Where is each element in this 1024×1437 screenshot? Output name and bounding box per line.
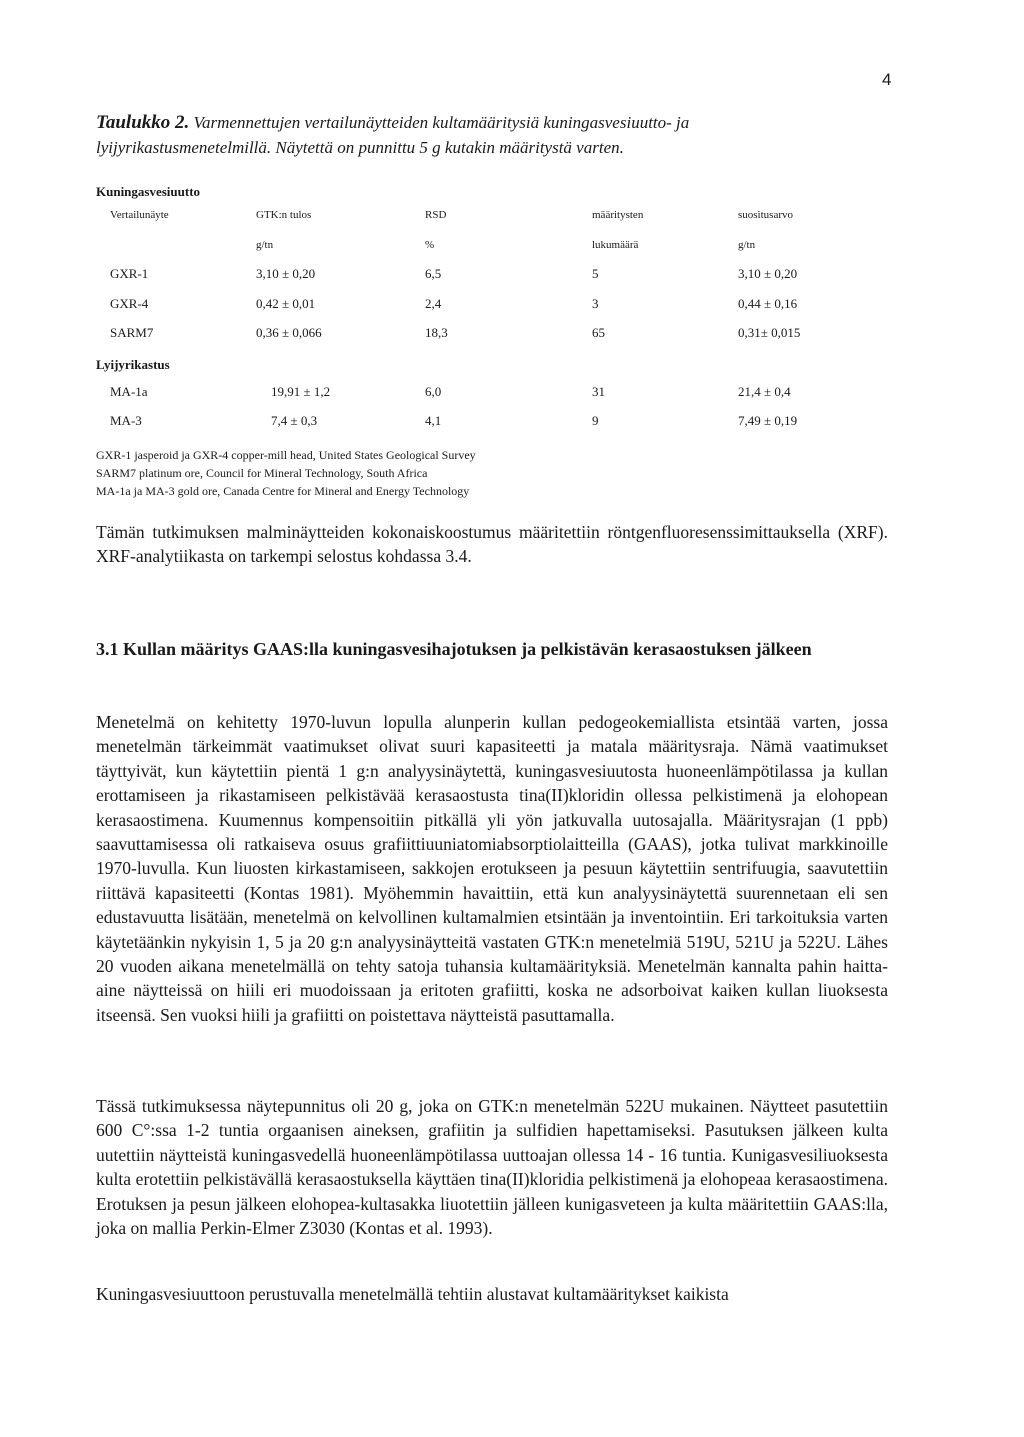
header-result: GTK:n tulos: [256, 209, 312, 221]
table-note: SARM7 platinum ore, Council for Mineral Technology, South Africa: [96, 466, 428, 480]
paragraph-intro-text: Tämän tutkimuksen malminäytteiden kokonaiskoostumus määritettiin röntgenfluoresenssimittauksella (XRF). XRF-analytiikasta on tarkempi selostus kohdassa 3.4.: [96, 522, 888, 567]
unit-recommended: g/tn: [738, 239, 756, 251]
row-result: 19,91 ± 1,2: [271, 384, 331, 399]
section-kuningasvesiuutto: Kuningasvesiuutto: [96, 184, 201, 199]
row-recommended: 7,49 ± 0,19: [738, 413, 798, 428]
unit-result: g/tn: [256, 239, 274, 251]
row-sample: GXR-1: [110, 266, 149, 281]
row-result: 0,42 ± 0,01: [256, 296, 316, 311]
section-heading: 3.1 Kullan määritys GAAS:lla kuningasvesihajotuksen ja pelkistävän kerasaostuksen jälkeen: [96, 639, 812, 659]
header-recommended: suositusarvo: [738, 209, 793, 221]
row-recommended: 21,4 ± 0,4: [738, 384, 791, 399]
unit-rsd: %: [425, 239, 435, 251]
row-rsd: 18,3: [425, 325, 448, 340]
row-count: 65: [592, 325, 605, 340]
paragraph-3: [96, 1282, 888, 1306]
row-recommended: 0,31± 0,015: [738, 325, 801, 340]
row-sample: GXR-4: [110, 296, 149, 311]
table-notes: [96, 446, 476, 500]
unit-count: lukumäärä: [592, 239, 639, 251]
row-result: 0,36 ± 0,066: [256, 325, 322, 340]
row-result: 7,4 ± 0,3: [271, 413, 318, 428]
table-note: GXR-1 jasperoid ja GXR-4 copper-mill head, United States Geological Survey: [96, 448, 476, 462]
row-rsd: 6,0: [425, 384, 442, 399]
page-number: 4: [882, 70, 892, 89]
row-rsd: 6,5: [425, 266, 442, 281]
paragraph-2-text: Tässä tutkimuksessa näytepunnitus oli 20 g, joka on GTK:n menetelmän 522U mukainen. Näytteet pasutettiin 600 C°:ssa 1-2 tuntia orgaanisen aineksen, grafiitin ja sulfidien hapettamiseksi. Pasutuksen jälkeen kulta uutettiin näytteistä kuningasvedellä huoneenlämpötilassa uuttoajan ollessa 14 - 16 tuntia. Kunigasvesiliuoksesta kulta erotettiin pelkistävällä kerasaostuksella käyttäen tina(II)kloridia pelkistimenä ja elohopeaa kerasaostimena. Erotuksen ja pesun jälkeen elohopea-kultasakka liuotettiin jälleen kunigasveteen ja kulta määritettiin GAAS:lla, joka on mallia Perkin-Elmer Z3030 (Kontas et al. 1993).: [96, 1096, 888, 1239]
section-lyijyrikastus: Lyijyrikastus: [96, 357, 170, 372]
row-rsd: 2,4: [425, 296, 442, 311]
paragraph-1-text: Menetelmä on kehitetty 1970-luvun lopulla alunperin kullan pedogeokemiallista etsintää varten, jossa menetelmän tärkeimmät vaatimukset olivat suuri kapasiteetti ja matala määritysraja. Nämä vaatimukset täyttyivät, kun käytettiin pientä 1 g:n analyysinäytettä, kuningasvesiuutosta huoneenlämpötilassa ja kullan erottamiseen ja rikastamiseen pelkistävää kerasaostusta tina(II)kloridin ollessa pelkistimenä ja elohopean kerasaostimena. Kuumennus kompensoitiin pitkällä yli yön jatkuvalla uutosajalla. Määritysrajan (1 ppb) saavuttamisessa oli ratkaiseva osuus grafiittiuuniatomiabsorptiolaitteilla (GAAS), jotka tulivat markkinoille 1970-luvulla. Kun liuosten kirkastamiseen, sakkojen erotukseen ja pesuun käytettiin sentrifuugia, saavutettiin riittävä kapasiteetti (Kontas 1981). Myöhemmin havaittiin, että kun analyysinäytettä suurennetaan eli sen edustavuutta lisätään, menetelmä on kelvollinen kultamalmien etsintään ja inventointiin. Eri tarkoituksia varten käytetäänkin nykyisin 1, 5 ja 20 g:n analyysinäytteitä vastaten GTK:n menetelmiä 519U, 521U ja 522U. Lähes 20 vuoden aikana menetelmällä on tehty satoja tuhansia kultamäärityksiä. Menetelmän kannalta pahin haitta-aine näytteissä on hiili eri muodoissaan ja eritoten grafiitti, koska ne adsorboivat kaiken kullan liuoksesta itseensä. Sen vuoksi hiili ja grafiitti on poistettava näytteistä pasuttamalla.: [96, 712, 888, 1025]
paragraph-2: [96, 1094, 888, 1240]
row-result: 3,10 ± 0,20: [256, 266, 316, 281]
paragraph-3-text: Kuningasvesiuuttoon perustuvalla menetelmällä tehtiin alustavat kultamääritykset kaikista: [96, 1284, 729, 1304]
paragraph-intro: [96, 520, 888, 569]
paragraph-1: [96, 710, 888, 1027]
table-caption: [96, 110, 856, 160]
row-count: 9: [592, 413, 599, 428]
table-note: MA-1a ja MA-3 gold ore, Canada Centre for Mineral and Energy Technology: [96, 484, 470, 498]
row-count: 3: [592, 296, 599, 311]
header-count: määritysten: [592, 209, 644, 221]
row-rsd: 4,1: [425, 413, 442, 428]
header-rsd: RSD: [425, 209, 447, 221]
caption-text: Varmennettujen vertailunäytteiden kultamääritysiä kuningasvesiuutto- ja lyijyrikastusmenetelmillä. Näytettä on punnittu 5 g kutakin määritystä varten.: [96, 113, 690, 157]
row-sample: MA-3: [110, 413, 142, 428]
row-recommended: 0,44 ± 0,16: [738, 296, 798, 311]
row-sample: MA-1a: [110, 384, 148, 399]
row-count: 31: [592, 384, 605, 399]
caption-label: Taulukko 2.: [96, 112, 190, 133]
row-sample: SARM7: [110, 325, 154, 340]
header-sample: Vertailunäyte: [110, 209, 169, 221]
row-recommended: 3,10 ± 0,20: [738, 266, 798, 281]
row-count: 5: [592, 266, 599, 281]
